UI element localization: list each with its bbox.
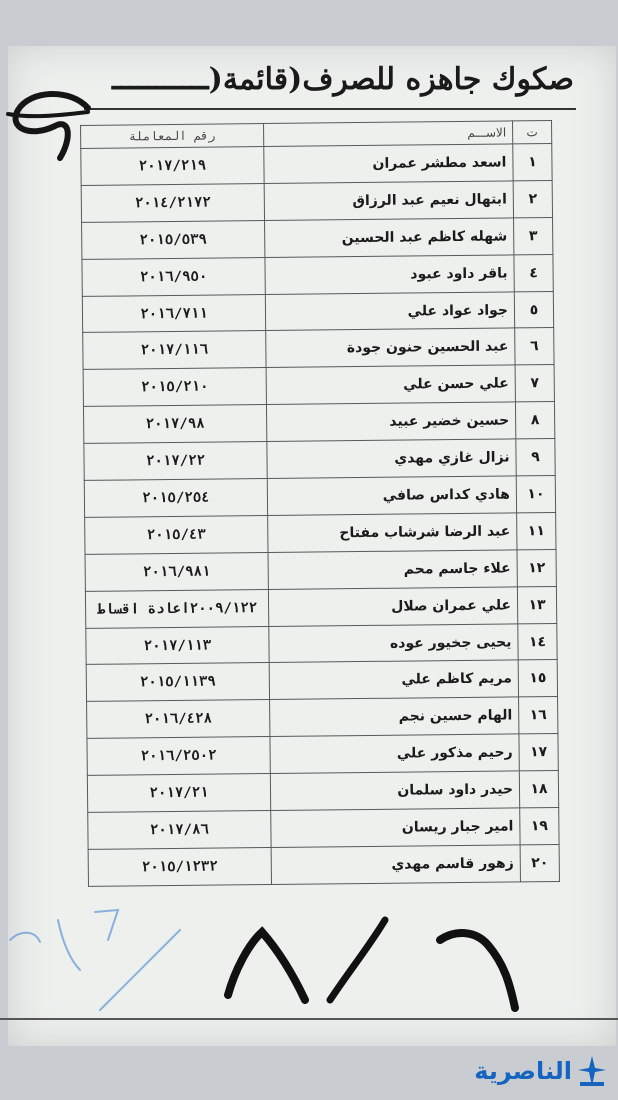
title-text: صكوك جاهزه للصرف(قائمة	[222, 62, 574, 97]
row-name: باقر داود عبود	[265, 255, 514, 294]
row-transaction: ٢٠١٧/٢١	[87, 774, 270, 813]
header-name: الاســـم	[264, 121, 513, 147]
row-name: هادي كداس صافي	[267, 476, 516, 515]
row-number: ١٢	[517, 549, 556, 586]
row-transaction: ٢٠١٧/٩٨	[83, 405, 266, 444]
row-number: ٢	[513, 180, 552, 217]
row-number: ١٥	[518, 660, 557, 697]
row-name: يحيى جخيور عوده	[269, 623, 518, 662]
row-transaction: ٢٠١٧/١١٦	[83, 331, 266, 370]
title-underline	[84, 108, 576, 110]
table-row	[82, 254, 553, 296]
row-number: ٢٠	[520, 844, 559, 881]
table-row	[88, 807, 559, 849]
row-number: ١	[513, 144, 552, 181]
row-name: رحيم مذكور علي	[270, 734, 519, 773]
table-row	[81, 180, 552, 222]
row-number: ١٣	[517, 586, 556, 623]
row-transaction: ٢٠١٦/٩٨١	[85, 552, 268, 591]
row-number: ١٧	[519, 734, 558, 771]
row-number: ١٠	[516, 476, 555, 513]
row-number: ٧	[515, 365, 554, 402]
table-row	[84, 476, 555, 518]
table-row	[87, 734, 558, 776]
row-name: جواد عواد علي	[265, 291, 514, 330]
watermark-text: الناصرية	[474, 1057, 572, 1085]
row-number: ٤	[514, 254, 553, 291]
table-row	[83, 365, 554, 407]
handwritten-date-marks	[0, 900, 618, 1020]
table-row	[88, 844, 559, 886]
row-name: عبد الحسين حنون جودة	[266, 328, 515, 367]
watermark-emblem-icon	[576, 1054, 608, 1088]
row-name: علاء جاسم محم	[268, 550, 517, 589]
table-row	[82, 217, 553, 259]
bottom-border-line	[0, 1018, 618, 1020]
table-row	[87, 697, 558, 739]
row-name: شهله كاظم عبد الحسين	[265, 218, 514, 257]
row-transaction: ٢٠١٥/٤٣	[85, 515, 268, 554]
row-transaction: ٢٠١٤/٢١٧٢	[81, 183, 264, 222]
row-number: ٥	[514, 291, 553, 328]
row-transaction: ٢٠١٥/١١٣٩	[86, 663, 269, 702]
row-transaction: ٢٠١٧/٢١٩	[81, 147, 264, 186]
row-name: علي عمران صلال	[268, 587, 517, 626]
row-transaction: ٢٠١٦/٧١١	[82, 294, 265, 333]
table-row	[85, 512, 556, 554]
watermark-logo	[474, 1052, 608, 1090]
header-number: ت	[513, 121, 552, 144]
row-name: عبد الرضا شرشاب مفتاح	[268, 513, 517, 552]
row-number: ١٤	[518, 623, 557, 660]
row-name: ابتهال نعيم عبد الرزاق	[264, 181, 513, 220]
row-number: ٨	[515, 402, 554, 439]
cheques-table	[80, 120, 560, 887]
table-row	[84, 439, 555, 481]
table-row	[82, 291, 553, 333]
table-row	[81, 144, 552, 186]
row-transaction: ٢٠١٦/٢٥٠٢	[87, 737, 270, 776]
row-number: ٦	[515, 328, 554, 365]
row-name: حيدر داود سلمان	[270, 771, 519, 810]
table-row	[86, 623, 557, 665]
header-transaction-number: رقم المعاملة	[81, 124, 264, 149]
row-transaction: ٢٠١٥/١٢٣٢	[88, 847, 271, 886]
row-number: ١٨	[519, 771, 558, 808]
row-name: امير جبار ريسان	[271, 808, 520, 847]
row-number: ١١	[517, 512, 556, 549]
row-transaction: ٢٠٠٩/١٢٢اعادة اقساط	[85, 589, 268, 628]
row-name: حسين خضير عبيد	[266, 402, 515, 441]
row-transaction: ٢٠١٧/١١٣	[86, 626, 269, 665]
row-name: اسعد مطشر عمران	[264, 144, 513, 183]
title-fill-line: (ـــــــــــ	[112, 62, 223, 97]
table-row	[86, 660, 557, 702]
document-title	[80, 62, 574, 112]
row-name: علي حسن علي	[266, 365, 515, 404]
row-number: ١٦	[519, 697, 558, 734]
row-name: نزال غازي مهدي	[267, 439, 516, 478]
table-row	[83, 328, 554, 370]
row-transaction: ٢٠١٦/٤٢٨	[87, 700, 270, 739]
row-name: الهام حسين نجم	[270, 697, 519, 736]
row-transaction: ٢٠١٥/٢٥٤	[84, 479, 267, 518]
row-transaction: ٢٠١٥/٥٣٩	[82, 220, 265, 259]
table-row	[87, 771, 558, 813]
row-transaction: ٢٠١٦/٩٥٠	[82, 257, 265, 296]
row-transaction: ٢٠١٥/٢١٠	[83, 368, 266, 407]
table-row	[85, 549, 556, 591]
row-name: مريم كاظم علي	[269, 660, 518, 699]
row-number: ١٩	[520, 807, 559, 844]
row-number: ٩	[516, 439, 555, 476]
table-row	[83, 402, 554, 444]
row-number: ٣	[514, 217, 553, 254]
row-transaction: ٢٠١٧/٢٢	[84, 442, 267, 481]
row-transaction: ٢٠١٧/٨٦	[88, 811, 271, 850]
table-row	[85, 586, 556, 628]
row-name: زهور قاسم مهدي	[271, 845, 520, 884]
